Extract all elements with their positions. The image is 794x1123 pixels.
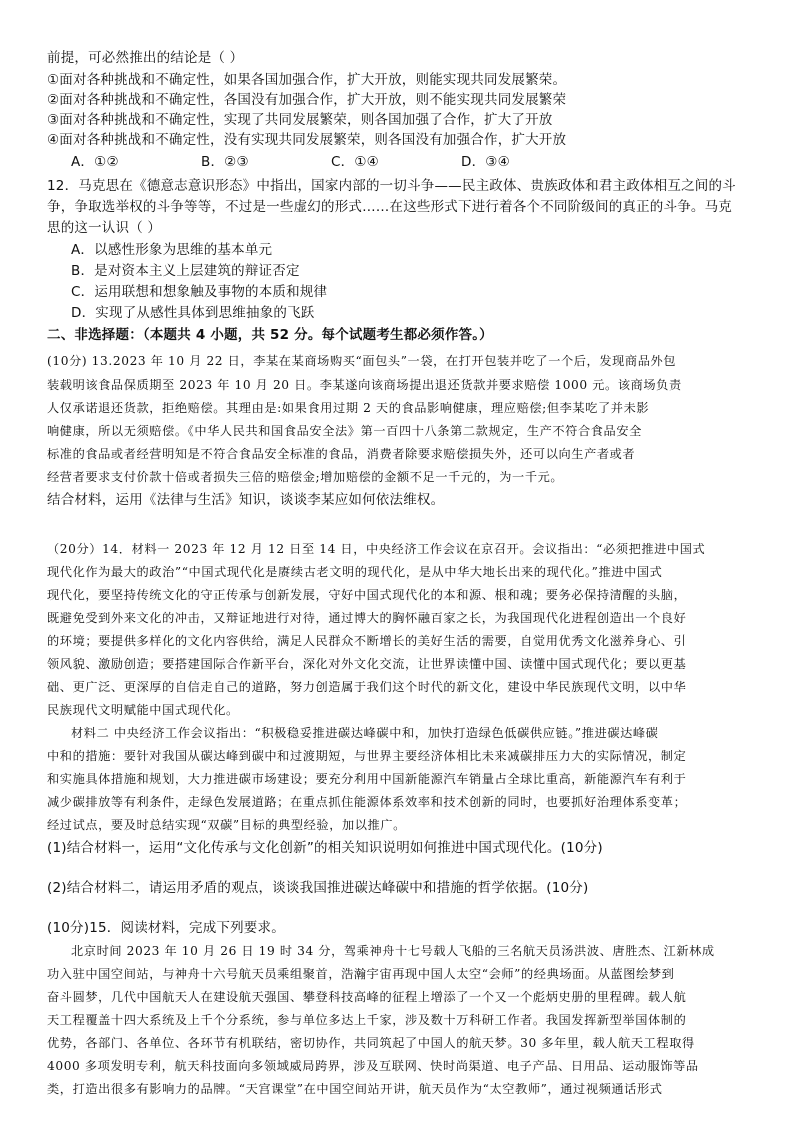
q11-statement-2: ②面对各种挑战和不确定性，各国没有加强合作，扩大开放，则不能实现共同发展繁荣 — [47, 92, 567, 108]
q14-material1-line-4: 既避免受到外来文化的冲击，又辩证地进行对待，通过博大的胸怀融百家之长，为我国现代化进程创造出一个良好 — [47, 611, 687, 625]
q15-material-line-4: 天工程覆盖十四大系统及上千个分系统，参与单位多达上千家，涉及数十万科研工作者。我国发挥新型举国体制的 — [47, 1013, 687, 1027]
q15-material-line-7: 类，打造出很多有影响力的品牌。“天宫课堂”在中国空间站开讲，航天员作为“太空教师”，通过视频通话形式 — [47, 1082, 663, 1096]
q12-stem-line-2: 争，争取选举权的斗争等等，不过是一些虚幻的形式……在这些形式下进行着各个不同阶级间的真正的斗争。马克 — [47, 199, 732, 215]
q12-option-c: C．运用联想和想象触及事物的本质和规律 — [71, 284, 328, 300]
q11-statement-3: ③面对各种挑战和不确定性，实现了共同发展繁荣，则各国加强了合作，扩大了开放 — [47, 112, 553, 128]
q14-subquestion-2: (2)结合材料二，请运用矛盾的观点，谈谈我国推进碳达峰碳中和措施的哲学依据。(10分) — [47, 880, 589, 896]
q15-material-line-1: 北京时间 2023 年 10 月 26 日 19 时 34 分，驾乘神舟十七号载人飞船的三名航天员汤洪波、唐胜杰、江新林成 — [71, 944, 715, 958]
q12-stem-line-1: 12．马克思在《德意志意识形态》中指出，国家内部的一切斗争——民主政体、贵族政体和君主政体相互之间的斗 — [47, 178, 736, 194]
q11-option-a: A．①② — [71, 154, 119, 170]
q11-statement-1: ①面对各种挑战和不确定性，如果各国加强合作，扩大开放，则能实现共同发展繁荣。 — [47, 72, 567, 88]
q11-stem-tail: 前提，可必然推出的结论是（ ） — [47, 50, 244, 66]
q14-material2-line-1: 材料二 中央经济工作会议指出：“积极稳妥推进碳达峰碳中和，加快打造绿色低碳供应链。”推进碳达峰碳 — [71, 726, 659, 740]
q13-material-line-1: (10分) 13.2023 年 10 月 22 日，李某在某商场购买“面包头”一袋，在打开包装并吃了一个后，发现商品外包 — [47, 354, 677, 368]
q11-option-c: C．①④ — [331, 154, 379, 170]
q14-material1-line-3: 现代化，要坚持传统文化的守正传承与创新发展，守好中国式现代化的本和源、根和魂；要务必保持清醒的头脑， — [47, 588, 687, 602]
q14-material1-line-8: 民族现代文明赋能中国式现代化。 — [47, 703, 239, 717]
q14-material2-line-2: 中和的措施：要针对我国从碳达峰到碳中和过渡期短，与世界主要经济体相比未来减碳排压力大的实际情况，制定 — [47, 749, 687, 763]
q15-material-line-6: 4000 多项发明专利，航天科技面向多领域威局跨界，涉及互联网、快时尚渠道、电子产品、日用品、运动服饰等品 — [47, 1059, 699, 1073]
q14-material2-line-5: 经过试点，要及时总结实现“双碳”目标的典型经验，加以推广。 — [47, 818, 406, 832]
q11-option-b: B．②③ — [201, 154, 249, 170]
q11-option-d: D．③④ — [461, 154, 510, 170]
q13-material-line-2: 装载明该食品保质期至 2023 年 10 月 20 日。李某遂向该商场提出退还货款并要求赔偿 1000 元。该商场负责 — [47, 378, 682, 392]
section-heading: 二、非选择题：（本题共 4 小题，共 52 分。每个试题考生都必须作答。） — [47, 327, 493, 343]
q12-stem-line-3: 思的这一认识（ ） — [47, 220, 162, 236]
q14-material2-line-4: 减少碳排放等有利条件，走绿色发展道路；在重点抓住能源体系效率和技术创新的同时，也要抓好治理体系变革； — [47, 795, 687, 809]
q11-options — [71, 152, 752, 172]
q14-material1-line-2: 现代化作为最大的政治”“中国式现代化是赓续古老文明的现代化，是从中华大地长出来的现代化。”推进中国式 — [47, 565, 663, 579]
q14-material1-line-7: 础、更广泛、更深厚的自信走自己的道路，努力创造属于我们这个时代的新文化，建设中华民族现代文明，以中华 — [47, 680, 687, 694]
q14-subquestion-1: (1)结合材料一，运用“文化传承与文化创新”的相关知识说明如何推进中国式现代化。(10分) — [47, 840, 603, 856]
q13-question: 结合材料，运用《法律与生活》知识，谈谈李某应如何依法维权。 — [47, 492, 445, 508]
q14-material1-line-1: （20分）14．材料一 2023 年 12 月 12 日至 14 日，中央经济工作会议在京召开。会议指出：“必须把推进中国式 — [47, 542, 706, 556]
q14-material1-line-5: 的环境；要提供多样化的文化内容供给，满足人民群众不断增长的美好生活的需要，自觉用优秀文化滋养身心、引 — [47, 634, 687, 648]
q15-heading: (10分)15．阅读材料，完成下列要求。 — [47, 920, 285, 936]
q13-material-line-3: 人仅承诺退还货款，拒绝赔偿。其理由是:如果食用过期 2 天的食品影响健康，理应赔偿;但李某吃了并未影 — [47, 401, 650, 415]
q15-material-line-2: 功入驻中国空间站，与神舟十六号航天员乘组聚首，浩瀚宇宙再现中国人太空“会师”的经典场面。从蓝图绘梦到 — [47, 967, 675, 981]
q13-material-line-4: 响健康，所以无须赔偿。《中华人民共和国食品安全法》第一百四十八条第二款规定，生产不符合食品安全 — [47, 424, 642, 438]
q15-material-line-5: 优势，各部门、各单位、各环节有机联结，密切协作，共同筑起了中国人的航天梦。30 多年里，载人航天工程取得 — [47, 1036, 695, 1050]
q14-material1-line-6: 领风貌、激励创造；要搭建国际合作新平台，深化对外文化交流，让世界读懂中国、读懂中国式现代化；要以更基 — [47, 657, 687, 671]
q12-option-d: D．实现了从感性具体到思维抽象的飞跃 — [71, 305, 315, 321]
q13-material-line-6: 经营者要求支付价款十倍或者损失三倍的赔偿金;增加赔偿的金额不足一千元的，为一千元。 — [47, 470, 564, 484]
q15-material-line-3: 奋斗圆梦，几代中国航天人在建设航天强国、攀登科技高峰的征程上增添了一个又一个彪炳史册的里程碑。载人航 — [47, 990, 687, 1004]
q12-option-a: A．以感性形象为思维的基本单元 — [71, 242, 273, 258]
q11-statement-4: ④面对各种挑战和不确定性，没有实现共同发展繁荣，则各国没有加强合作，扩大开放 — [47, 132, 567, 148]
q13-material-line-5: 标准的食品或者经营明知是不符合食品安全标准的食品，消费者除要求赔偿损失外，还可以向生产者或者 — [47, 447, 636, 461]
q14-material2-line-3: 和实施具体措施和规划，大力推进碳市场建设；要充分利用中国新能源汽车销量占全球比重高，新能源汽车有利于 — [47, 772, 687, 786]
q12-option-b: B．是对资本主义上层建筑的辩证否定 — [71, 263, 300, 279]
